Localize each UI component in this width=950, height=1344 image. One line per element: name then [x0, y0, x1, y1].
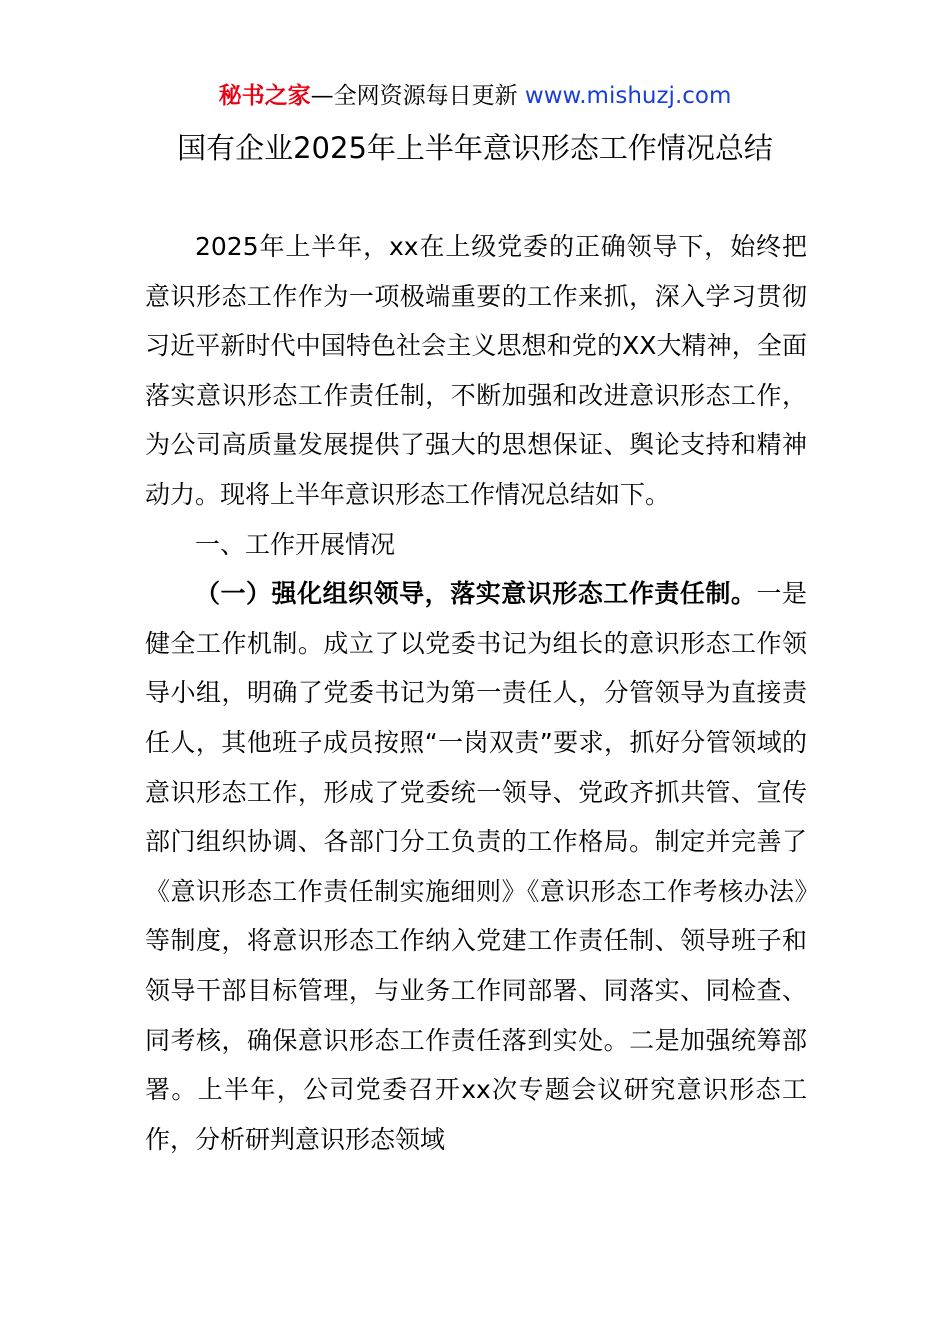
intro-paragraph: 2025年上半年，xx在上级党委的正确领导下，始终把意识形态工作作为一项极端重要的工作来抓，深入学习贯彻习近平新时代中国特色社会主义思想和党的XX大精神，全面落实意识形态工作责任制，不断加强和改进意识形态工作，为公司高质量发展提供了强大的思想保证、舆论支持和精神动力。现将上半年意识形态工作情况总结如下。	[145, 232, 807, 509]
subsection-body: 一是健全工作机制。成立了以党委书记为组长的意识形态工作领导小组，明确了党委书记为第一责任人，分管领导为直接责任人，其他班子成员按照“一岗双责”要求，抓好分管领域的意识形态工作，形成了党委统一领导、党政齐抓共管、宣传部门组织协调、各部门分工负责的工作格局。制定并完善了《意识形态工作责任制实施细则》《意识形态工作考核办法》等制度，将意识形态工作纳入党建工作责任制、领导班子和领导干部目标管理，与业务工作同部署、同落实、同检查、同考核，确保意识形态工作责任落到实处。二是加强统筹部署。上半年，公司党委召开xx次专题会议研究意识形态工作，分析研判意识形态领域	[145, 579, 807, 1154]
subsection-heading: （一）强化组织领导，落实意识形态工作责任制。	[195, 579, 757, 609]
section-heading: 一、工作开展情况	[195, 529, 396, 559]
site-header	[0, 80, 950, 112]
subsection-paragraph	[145, 569, 807, 1164]
site-tagline: —全网资源每日更新	[310, 83, 518, 109]
site-url[interactable]: www.mishuzj.com	[517, 83, 732, 109]
document-title: 国有企业2025年上半年意识形态工作情况总结	[177, 131, 773, 165]
document-body	[145, 222, 807, 1164]
site-brand: 秘书之家	[218, 83, 311, 109]
